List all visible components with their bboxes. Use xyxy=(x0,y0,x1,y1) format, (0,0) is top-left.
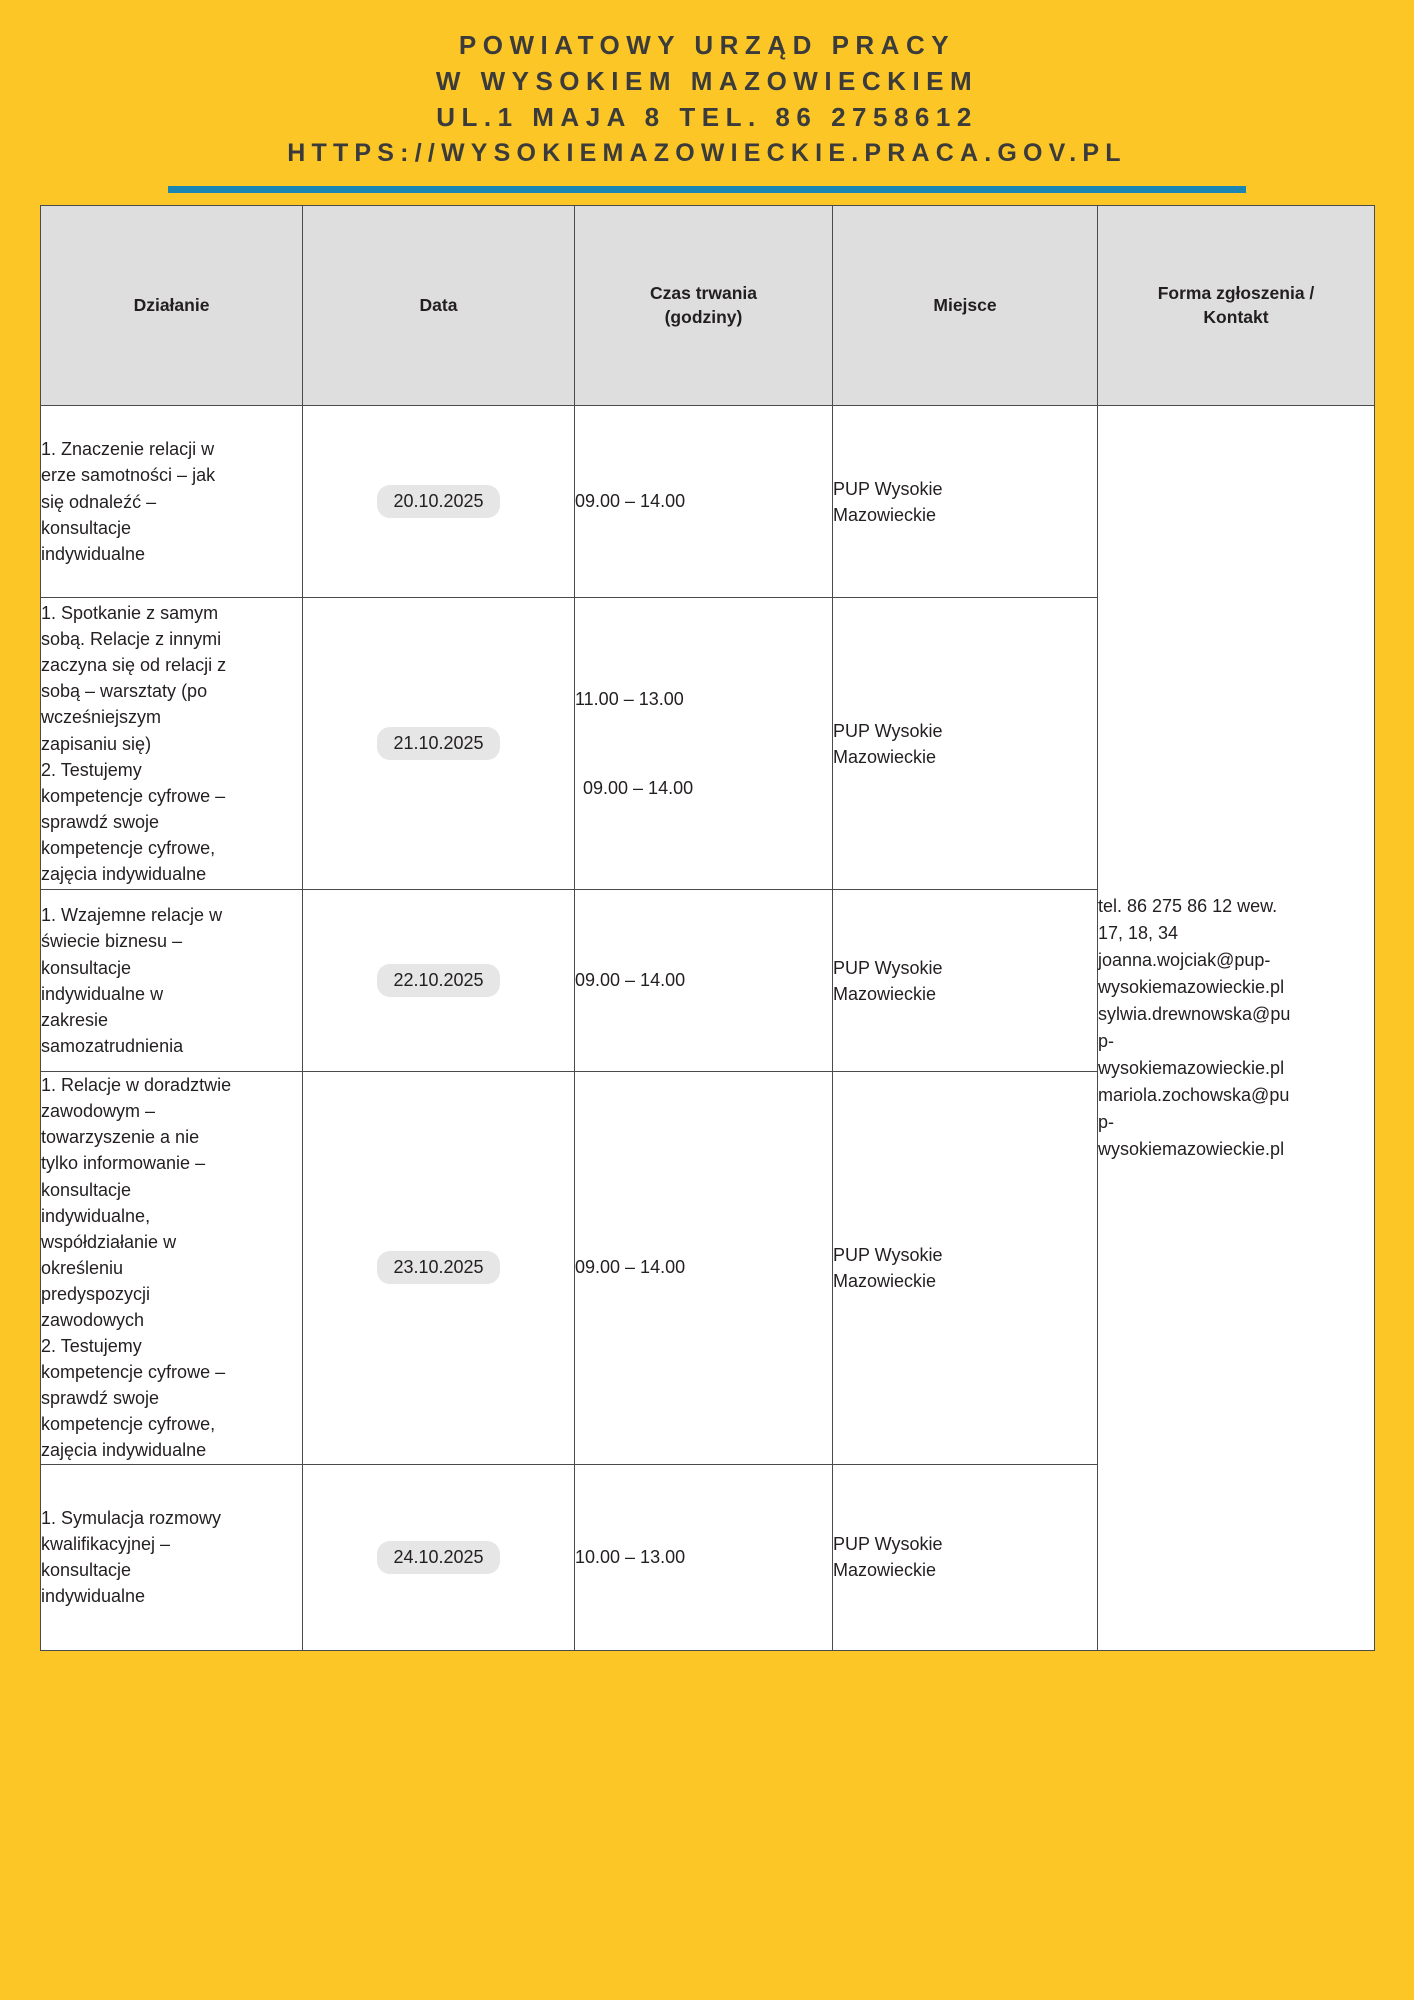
action-line: 1. Symulacja rozmowy xyxy=(41,1507,222,1528)
place-line-1: PUP Wysokie xyxy=(833,1244,943,1265)
date-badge: 20.10.2025 xyxy=(377,485,499,518)
action-line: zapisaniu się) xyxy=(41,733,152,754)
place-cell xyxy=(833,598,1098,890)
contact-email-line: wysokiemazowieckie.pl xyxy=(1098,1057,1285,1078)
action-line: indywidualne xyxy=(41,543,146,564)
header-divider xyxy=(168,186,1246,193)
office-website: HTTPS://WYSOKIEMAZOWIECKIE.PRACA.GOV.PL xyxy=(287,138,1127,167)
action-line: 2. Testujemy xyxy=(41,1336,142,1357)
date-cell xyxy=(303,598,575,890)
table-header-row-group xyxy=(41,206,1375,406)
column-header-place: Miejsce xyxy=(833,206,1098,406)
schedule-table-wrap xyxy=(0,193,1414,1690)
duration-value: 11.00 – 13.00 xyxy=(575,688,684,709)
action-line: zajęcia indywidualne xyxy=(41,1440,207,1461)
place-line-1: PUP Wysokie xyxy=(833,957,943,978)
action-cell xyxy=(41,1464,303,1650)
action-line: 2. Testujemy xyxy=(41,759,142,780)
place-line-2: Mazowieckie xyxy=(833,1270,937,1291)
action-line: się odnaleźć – xyxy=(41,491,157,512)
contact-email-line: p- xyxy=(1098,1030,1115,1051)
column-header-action: Działanie xyxy=(41,206,303,406)
action-line: sobą – warsztaty (po xyxy=(41,681,208,702)
action-cell xyxy=(41,1072,303,1464)
contact-email-line: wysokiemazowieckie.pl xyxy=(1098,1138,1285,1159)
contact-email-line: wysokiemazowieckie.pl xyxy=(1098,976,1285,997)
contact-email-line: joanna.wojciak@pup- xyxy=(1098,949,1271,970)
date-cell xyxy=(303,1072,575,1464)
action-line: sprawdź swoje xyxy=(41,1388,160,1409)
schedule-table xyxy=(40,205,1375,1650)
contact-email-line: mariola.zochowska@pu xyxy=(1098,1084,1290,1105)
action-line: erze samotności – jak xyxy=(41,465,216,486)
duration-cell xyxy=(575,406,833,598)
duration-value-secondary: 09.00 – 14.00 xyxy=(583,777,694,798)
action-line: kompetencje cyfrowe – xyxy=(41,785,226,806)
contact-line: tel. 86 275 86 12 wew. xyxy=(1098,895,1278,916)
date-cell xyxy=(303,406,575,598)
column-header-date: Data xyxy=(303,206,575,406)
column-header-duration-line-2: (godziny) xyxy=(664,306,743,327)
action-line: wcześniejszym xyxy=(41,707,162,728)
action-line: predyspozycji xyxy=(41,1283,151,1304)
duration-cell xyxy=(575,1072,833,1464)
place-line-2: Mazowieckie xyxy=(833,504,937,525)
action-line: indywidualne, xyxy=(41,1205,151,1226)
column-header-duration xyxy=(575,206,833,406)
action-line: towarzyszenie a nie xyxy=(41,1127,200,1148)
place-line-2: Mazowieckie xyxy=(833,983,937,1004)
place-line-2: Mazowieckie xyxy=(833,746,937,767)
place-line-1: PUP Wysokie xyxy=(833,1533,943,1554)
action-line: 1. Wzajemne relacje w xyxy=(41,905,223,926)
place-line-2: Mazowieckie xyxy=(833,1560,937,1581)
action-cell xyxy=(41,598,303,890)
office-name-line-2: W WYSOKIEM MAZOWIECKIEM xyxy=(435,65,979,96)
action-line: sobą. Relacje z innymi xyxy=(41,629,222,650)
contact-email-line: p- xyxy=(1098,1111,1115,1132)
duration-value: 09.00 – 14.00 xyxy=(575,970,686,991)
header xyxy=(0,0,1414,193)
action-line: konsultacje xyxy=(41,517,132,538)
action-line: zawodowych xyxy=(41,1309,145,1330)
date-badge: 23.10.2025 xyxy=(377,1251,499,1284)
action-line: kwalifikacyjnej – xyxy=(41,1533,171,1554)
column-header-contact-line-1: Forma zgłoszenia / xyxy=(1157,283,1315,303)
column-header-contact-line-2: Kontakt xyxy=(1203,306,1269,327)
duration-cell xyxy=(575,890,833,1072)
action-line: współdziałanie w xyxy=(41,1231,177,1252)
action-line: kompetencje cyfrowe, xyxy=(41,1414,216,1435)
table-row xyxy=(41,406,1375,598)
contact-line: 17, 18, 34 xyxy=(1098,922,1179,943)
action-line: zakresie xyxy=(41,1009,109,1030)
duration-value: 09.00 – 14.00 xyxy=(575,1257,686,1278)
contact-cell xyxy=(1098,406,1375,1650)
action-cell xyxy=(41,890,303,1072)
date-badge: 22.10.2025 xyxy=(377,964,499,997)
action-line: 1. Relacje w doradztwie xyxy=(41,1075,232,1096)
place-cell xyxy=(833,406,1098,598)
action-line: zawodowym – xyxy=(41,1101,156,1122)
action-line: konsultacje xyxy=(41,1179,132,1200)
action-line: kompetencje cyfrowe – xyxy=(41,1362,226,1383)
action-line: świecie biznesu – xyxy=(41,931,183,952)
office-address-phone: UL.1 MAJA 8 TEL. 86 2758612 xyxy=(436,101,978,132)
column-header-duration-line-1: Czas trwania xyxy=(650,283,757,303)
action-line: zajęcia indywidualne xyxy=(41,864,207,885)
date-badge: 24.10.2025 xyxy=(377,1541,499,1574)
action-line: konsultacje xyxy=(41,1560,132,1581)
office-name-line-1: POWIATOWY URZĄD PRACY xyxy=(458,30,956,60)
date-cell xyxy=(303,890,575,1072)
place-cell xyxy=(833,890,1098,1072)
action-line: 1. Znaczenie relacji w xyxy=(41,439,215,460)
action-cell xyxy=(41,406,303,598)
table-body xyxy=(41,406,1375,1650)
contact-email-line: sylwia.drewnowska@pu xyxy=(1098,1003,1291,1024)
place-cell xyxy=(833,1072,1098,1464)
header-divider-wrap xyxy=(40,186,1374,193)
duration-cell xyxy=(575,598,833,890)
action-line: indywidualne w xyxy=(41,983,164,1004)
action-line: zaczyna się od relacji z xyxy=(41,655,227,676)
duration-cell xyxy=(575,1464,833,1650)
action-line: indywidualne xyxy=(41,1586,146,1607)
action-line: samozatrudnienia xyxy=(41,1035,184,1056)
column-header-contact xyxy=(1098,206,1375,406)
duration-value: 10.00 – 13.00 xyxy=(575,1546,686,1567)
action-line: 1. Spotkanie z samym xyxy=(41,603,219,624)
action-line: określeniu xyxy=(41,1257,124,1278)
action-line: konsultacje xyxy=(41,957,132,978)
place-line-1: PUP Wysokie xyxy=(833,720,943,741)
date-cell xyxy=(303,1464,575,1650)
place-cell xyxy=(833,1464,1098,1650)
duration-value: 09.00 – 14.00 xyxy=(575,491,686,512)
place-line-1: PUP Wysokie xyxy=(833,478,943,499)
action-line: kompetencje cyfrowe, xyxy=(41,837,216,858)
action-line: sprawdź swoje xyxy=(41,811,160,832)
action-line: tylko informowanie – xyxy=(41,1153,206,1174)
date-badge: 21.10.2025 xyxy=(377,727,499,760)
table-header-row xyxy=(41,206,1375,406)
